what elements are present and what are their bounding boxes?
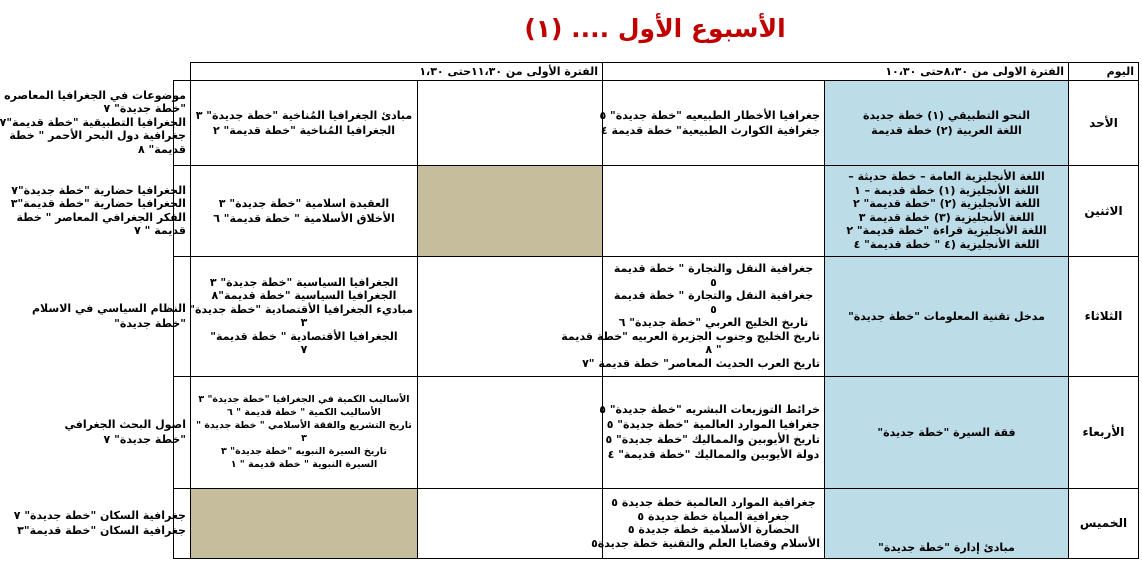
course-line: الفكر الجغرافي المعاصر " خطة	[16, 210, 186, 224]
course-line: الأسلام وقضايا العلم والتقنية خطة جديدة٥	[591, 536, 820, 550]
course-cell	[825, 376, 1069, 488]
course-line: "خطة جديدة"	[114, 317, 186, 331]
course-cell	[825, 256, 1069, 376]
empty-cell	[417, 80, 602, 165]
course-line: مدخل تقنية المعلومات "خطة جديدة"	[848, 309, 1045, 323]
header-row	[174, 63, 1139, 81]
empty-cell	[417, 256, 602, 376]
course-line: النظام السياسي في الاسلام	[31, 302, 186, 316]
empty-shaded-cell	[417, 165, 602, 256]
course-line: الجغرافيا السياسية "خطة جديدة" ٣	[209, 275, 399, 289]
course-cell	[10, 165, 191, 256]
course-line: "خطة جديدة" ٧	[103, 433, 186, 447]
course-line: فقة السيرة "خطة جديدة"	[877, 425, 1016, 439]
course-cell	[591, 488, 824, 558]
course-line: اللغة الأنجليزية (٢) "خطة قديمة" ٢	[852, 197, 1041, 211]
course-cell	[64, 376, 191, 488]
day-cell: الأحد	[1069, 80, 1139, 165]
course-line: الأساليب الكمية " خطة قديمة " ٦	[227, 407, 381, 419]
course-line: ٣	[301, 433, 307, 445]
course-cell	[825, 80, 1069, 165]
course-cell	[31, 256, 191, 376]
course-line: جغرافية دول البحر الأحمر " خطة	[9, 129, 186, 143]
course-cell	[599, 376, 824, 488]
course-line: الجغرافيا السياسية "خطة قديمة"٨	[211, 289, 397, 303]
course-line: العقيدة اسلامية "خطة جديدة" ٣	[218, 196, 390, 210]
course-line: " ٨	[705, 343, 722, 357]
course-line: تاريخ الخليج العربي "خطة جديدة" ٦	[618, 316, 809, 330]
course-line: اللغة الأنجليزية (٣) خطة قديمة ٣	[858, 210, 1035, 224]
course-line: ٣	[300, 316, 308, 330]
course-line: ٥	[710, 302, 717, 316]
course-cell	[190, 376, 417, 488]
course-line: قديمة " ٧	[134, 224, 186, 238]
course-cell	[599, 80, 824, 165]
course-line: جغرافية السكان "خطة قديمة"٣	[17, 524, 186, 538]
course-line: قديمة" ٨	[137, 142, 186, 156]
day-cell: الاثنين	[1069, 165, 1139, 256]
table-row	[174, 165, 1139, 256]
course-line: الأساليب الكمية في الجغرافيا "خطة جديدة" ٣	[198, 394, 410, 406]
course-line: ٧	[300, 343, 308, 357]
course-line: جغرافية الكوارث الطبيعية" خطة قديمة ٤	[600, 123, 820, 137]
course-line: جغرافية النقل والتجارة " خطة قديمة	[613, 262, 814, 276]
course-line: الحضارة الأسلامية خطة جديدة ٥	[627, 523, 800, 537]
course-line: اللغة العربية (٢) خطة قديمة	[871, 123, 1022, 137]
course-line: موضوعات في الجغرافيا المعاصره	[4, 88, 186, 102]
day-cell: الخميس	[1069, 488, 1139, 558]
table-row	[174, 376, 1139, 488]
course-line: اللغة الأنجليزية (١) خطة قديمة – ١	[854, 183, 1039, 197]
course-line: اللغة الأنجليزية (٤ " خطة قديمة" ٤	[853, 237, 1040, 251]
course-line: جغرافية الموارد العالمية خطة جديدة ٥	[611, 496, 816, 510]
course-line: النحو التطبيقي (١) خطة جديدة	[862, 108, 1031, 122]
course-line: ٥	[710, 275, 717, 289]
course-line: جغرافية المياة خطة جديدة ٥	[637, 509, 790, 523]
table-row	[174, 256, 1139, 376]
course-line: مبادئ الجغرافيا المُناخية "خطة جديدة" ٣	[195, 108, 413, 122]
table-row	[174, 488, 1139, 558]
course-line: اصول البحث الجغرافي	[64, 418, 186, 432]
course-cell	[0, 80, 191, 165]
empty-cell	[417, 376, 602, 488]
course-cell	[825, 165, 1069, 256]
course-cell	[190, 165, 417, 256]
course-line: الجغرافيا حضارية "خطة جديدة"٧	[11, 183, 186, 197]
course-cell	[561, 256, 824, 376]
empty-shaded-cell	[190, 488, 417, 558]
day-cell: الثلاثاء	[1069, 256, 1139, 376]
course-line: تاريخ الأيوبين والمماليك "خطة جديدة" ٥	[605, 433, 820, 447]
course-line: تاريخ التشريع والفقة الأسلامي " خطة جديدة "	[196, 420, 412, 432]
course-line: "خطة جديدة" ٧	[103, 102, 186, 116]
header-period-1: الفترة الاولى من ٨،٣٠حتى ١٠،٣٠	[602, 63, 1068, 81]
course-cell	[190, 256, 417, 376]
course-line: تاريخ العرب الحديث المعاصر" خطة قديمة "٧	[582, 356, 820, 370]
course-line: دولة الأيوبين والمماليك "خطة قديمة" ٤	[607, 448, 820, 462]
course-line: مباديء الجغرافيا الأقتصادية "خطة جديدة"	[189, 302, 413, 316]
course-line: اللغة الأنجليزية قراءة "خطة قديمة" ٢	[846, 224, 1047, 238]
course-line: الجغرافيا التطبيقية "خطة قديمة"٧	[0, 115, 186, 129]
course-cell	[825, 488, 1069, 558]
course-line: اللغة الأنجليزية العامة – خطة حديثة –	[848, 170, 1045, 184]
course-line: خرائط التوزيعات البشريه "خطة جديدة" ٥	[599, 403, 820, 417]
course-line: تاريخ الخليج وجنوب الجزيرة العربيه "خطة قديمة	[561, 329, 820, 343]
course-line: الجغرافيا حضارية "خطة قديمة"٣	[10, 197, 186, 211]
course-line: مبادئ إدارة "خطة جديدة"	[878, 541, 1015, 554]
course-line: جغرافية النقل والتجارة " خطة قديمة	[613, 289, 814, 303]
course-cell	[13, 488, 191, 558]
course-line: الجغرافيا المُناخية "خطة قديمة" ٢	[212, 123, 395, 137]
course-line: السيرة النبوية " خطة قديمة " ١	[230, 459, 378, 471]
table-row	[174, 80, 1139, 165]
course-line: الأخلاق الأسلامية " خطة قديمة" ٦	[213, 211, 395, 225]
header-period-2: الفترة الأولى من ١١،٣٠حتى ١،٣٠	[190, 63, 602, 81]
course-line: جغرافية السكان "خطة جديدة" ٧	[13, 509, 186, 523]
day-cell: الأربعاء	[1069, 376, 1139, 488]
course-line: تاريخ السيرة النبويه "خطة جديدة" ٣	[221, 446, 387, 458]
header-day: اليوم	[1069, 63, 1139, 81]
course-line: الجغرافيا الأقتصادية " خطة قديمة"	[210, 329, 398, 343]
course-line: جغرافيا الأخطار الطبيعيه "خطة جديدة" ٥	[599, 108, 820, 122]
empty-cell	[417, 488, 602, 558]
course-cell	[190, 80, 417, 165]
course-line: جغرافيا الموارد العالمية "خطة جديدة" ٥	[606, 418, 820, 432]
schedule-table	[0, 62, 1139, 559]
empty-cell	[602, 165, 824, 256]
page-title: الأسبوع الأول .... (١)	[524, 14, 786, 43]
